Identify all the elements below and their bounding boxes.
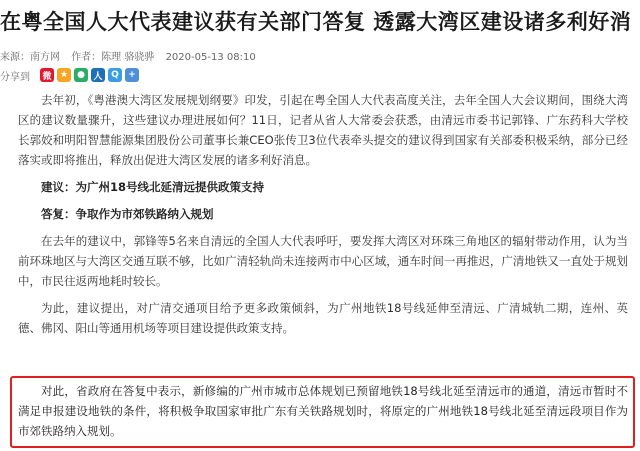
- wechat-icon[interactable]: ●: [74, 68, 88, 82]
- renren-icon[interactable]: 人: [91, 68, 105, 82]
- publish-date: 2020-05-13 08:10: [165, 52, 256, 63]
- highlighted-paragraph: 对此，省政府在答复中表示，新修编的广州市城市总体规划已预留地铁18号线北延至清远市的通道，清远市暂时不满足申报建设地铁的条件，将积极争取国家审批广东有关铁路规划时，将原定的广州地铁18号线北延至清远段项目作为市郊铁路纳入规划。: [18, 384, 628, 438]
- share-icons: [40, 68, 139, 82]
- article-paragraph: 为此，建议提出，对广清交通项目给予更多政策倾斜，为广州地铁18号线延伸至清远、广清城轨二期，连州、英德、佛冈、阳山等通用机场等项目建设提供政策支持。: [18, 301, 628, 335]
- share-bar: [0, 66, 139, 84]
- article-paragraph: 在去年的建议中，郭锋等5名来自清远的全国人大代表呼吁，要发挥大湾区对环珠三角地区的辐射带动作用，认为当前环珠地区与大湾区交通互联不够，比如广清轻轨尚未连接两市中心区域，通车时间一再推迟，广清地铁又一直处于规划中，市民往返两地耗时较长。: [18, 234, 628, 288]
- suggestion-heading: 建议：为广州18号线北延清远提供政策支持: [41, 180, 265, 194]
- author-label: 作者：陈理 骆骁骅: [71, 52, 155, 63]
- share-label: 分享到: [0, 71, 30, 83]
- article-paragraph: 去年初，《粤港澳大湾区发展规划纲要》印发，引起在粤全国人大代表高度关注，去年全国人大会议期间，围绕大湾区的建议数量骤升，这些建议办理进展如何？11日，记者从省人大常委会获悉，由清远市委书记郭锋、广东药科大学校长郭姣和明阳智慧能源集团股份公司董事长兼CEO张传卫3位代表牵头提交的建议得到国家有关部委积极采纳，部分已经落实或即将推出，释放出促进大湾区发展的诸多利好消息。: [18, 93, 628, 167]
- qzone-icon[interactable]: ★: [57, 68, 71, 82]
- article-meta: [0, 48, 264, 63]
- weibo-icon[interactable]: 微: [40, 68, 54, 82]
- article-body: [18, 90, 628, 345]
- article-title: 在粤全国人大代表建议获有关部门答复 透露大湾区建设诸多利好消: [0, 10, 632, 34]
- source-label: 来源：南方网: [0, 52, 60, 63]
- plus-icon[interactable]: +: [125, 68, 139, 82]
- qq-icon[interactable]: Q: [108, 68, 122, 82]
- answer-heading: 答复：争取作为市郊铁路纳入规划: [41, 207, 214, 221]
